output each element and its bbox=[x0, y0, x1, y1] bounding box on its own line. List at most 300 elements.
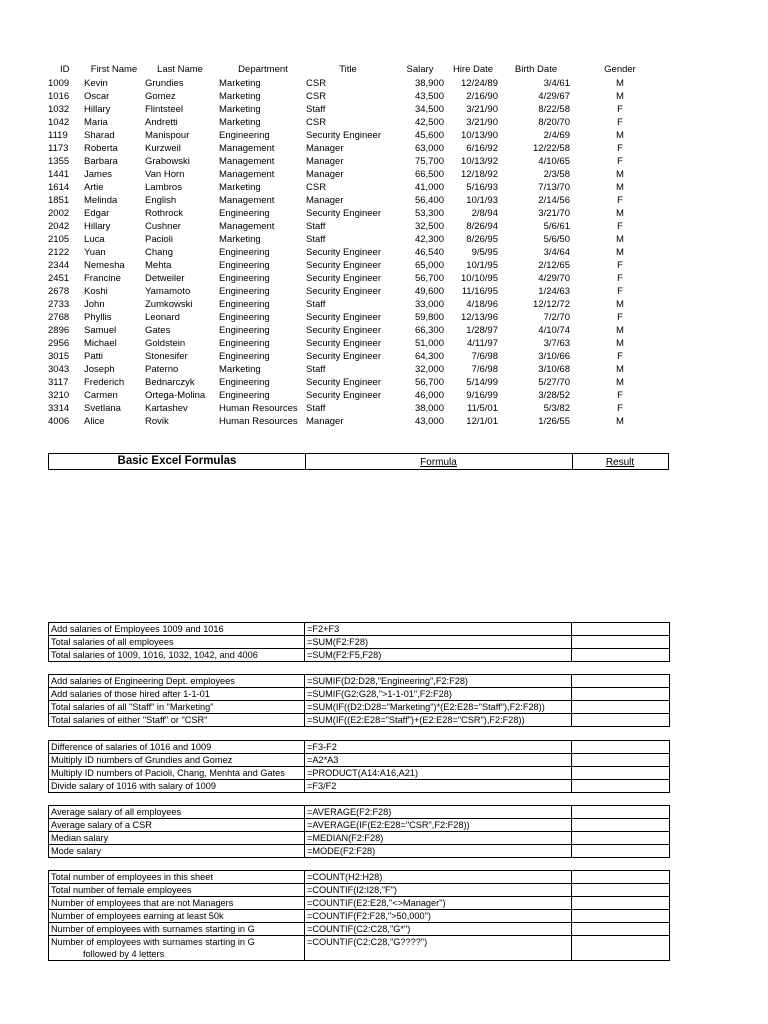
formula-cell[interactable]: =AVERAGE(IF(E2:E28="CSR",F2:F28)) bbox=[305, 819, 572, 832]
description-text: Total salaries of all employees bbox=[51, 637, 174, 647]
employee-row bbox=[0, 402, 768, 415]
result-cell[interactable] bbox=[572, 623, 670, 636]
cell-first-name: Alice bbox=[84, 416, 105, 427]
cell-birth-date: 3/28/52 bbox=[538, 390, 570, 401]
result-cell[interactable] bbox=[572, 910, 670, 923]
cell-department: Marketing bbox=[219, 117, 261, 128]
cell-hire-date: 3/21/90 bbox=[466, 104, 498, 115]
employee-row bbox=[0, 285, 768, 298]
cell-first-name: Maria bbox=[84, 117, 108, 128]
description-text: Average salary of a CSR bbox=[51, 820, 152, 830]
description-text: Divide salary of 1016 with salary of 1009 bbox=[51, 781, 216, 791]
cell-first-name: Kevin bbox=[84, 78, 108, 89]
cell-department: Management bbox=[219, 143, 275, 154]
formula-description bbox=[49, 806, 305, 819]
cell-title: CSR bbox=[306, 91, 327, 102]
cell-last-name: Zumkowski bbox=[145, 299, 193, 310]
cell-id: 2002 bbox=[48, 208, 70, 219]
cell-id: 3314 bbox=[48, 403, 70, 414]
cell-salary: 56,400 bbox=[414, 195, 444, 206]
cell-id: 1032 bbox=[48, 104, 70, 115]
result-cell[interactable] bbox=[572, 754, 670, 767]
cell-title: Security Engineer bbox=[306, 260, 381, 271]
cell-title: Manager bbox=[306, 416, 344, 427]
cell-gender: M bbox=[616, 169, 624, 180]
formula-description bbox=[49, 936, 305, 961]
formula-group bbox=[48, 740, 670, 793]
cell-title: Security Engineer bbox=[306, 130, 381, 141]
employee-row bbox=[0, 350, 768, 363]
formula-row bbox=[49, 780, 670, 793]
cell-hire-date: 6/16/92 bbox=[466, 143, 498, 154]
header-id: ID bbox=[60, 64, 70, 75]
employee-row bbox=[0, 90, 768, 103]
result-cell[interactable] bbox=[572, 832, 670, 845]
cell-salary: 56,700 bbox=[414, 273, 444, 284]
cell-gender: F bbox=[617, 117, 623, 128]
cell-birth-date: 3/21/70 bbox=[538, 208, 570, 219]
description-text: Number of employees earning at least 50k bbox=[51, 911, 224, 921]
cell-title: Staff bbox=[306, 299, 326, 310]
cell-gender: M bbox=[616, 338, 624, 349]
formula-row bbox=[49, 767, 670, 780]
cell-hire-date: 1/28/97 bbox=[466, 325, 498, 336]
formula-description bbox=[49, 897, 305, 910]
cell-hire-date: 7/6/98 bbox=[471, 351, 498, 362]
description-text: Total salaries of either "Staff" or "CSR" bbox=[51, 715, 208, 725]
description-text: Median salary bbox=[51, 833, 109, 843]
result-cell[interactable] bbox=[572, 701, 670, 714]
result-cell[interactable] bbox=[572, 780, 670, 793]
cell-department: Engineering bbox=[219, 260, 270, 271]
cell-first-name: James bbox=[84, 169, 112, 180]
formula-cell[interactable]: =COUNTIF(F2:F28,">50,000") bbox=[305, 910, 572, 923]
header-gender: Gender bbox=[604, 64, 636, 75]
formula-row bbox=[49, 754, 670, 767]
cell-gender: F bbox=[617, 273, 623, 284]
employee-row bbox=[0, 363, 768, 376]
cell-last-name: Grabowski bbox=[145, 156, 190, 167]
cell-salary: 32,500 bbox=[414, 221, 444, 232]
formula-description bbox=[49, 636, 305, 649]
cell-id: 4006 bbox=[48, 416, 70, 427]
formula-cell[interactable]: =COUNTIF(C2:C28,"G*") bbox=[305, 923, 572, 936]
employee-row bbox=[0, 129, 768, 142]
cell-hire-date: 10/13/90 bbox=[461, 130, 498, 141]
result-cell[interactable] bbox=[572, 741, 670, 754]
result-cell[interactable] bbox=[572, 923, 670, 936]
cell-department: Management bbox=[219, 169, 275, 180]
cell-id: 1441 bbox=[48, 169, 70, 180]
cell-last-name: Kartashev bbox=[145, 403, 188, 414]
employee-row bbox=[0, 324, 768, 337]
formula-cell[interactable]: =SUM(F2:F28) bbox=[305, 636, 572, 649]
description-text: Multiply ID numbers of Grundies and Gomez bbox=[51, 755, 233, 765]
cell-last-name: Yamamoto bbox=[145, 286, 191, 297]
result-cell[interactable] bbox=[572, 871, 670, 884]
cell-hire-date: 8/26/95 bbox=[466, 234, 498, 245]
cell-title: Staff bbox=[306, 403, 326, 414]
cell-gender: F bbox=[617, 312, 623, 323]
employee-row bbox=[0, 389, 768, 402]
cell-title: Security Engineer bbox=[306, 390, 381, 401]
cell-department: Engineering bbox=[219, 377, 270, 388]
cell-birth-date: 7/13/70 bbox=[538, 182, 570, 193]
cell-birth-date: 8/20/70 bbox=[538, 117, 570, 128]
cell-hire-date: 12/13/96 bbox=[461, 312, 498, 323]
cell-id: 1355 bbox=[48, 156, 70, 167]
cell-gender: M bbox=[616, 182, 624, 193]
cell-last-name: Rovik bbox=[145, 416, 169, 427]
cell-first-name: Roberta bbox=[84, 143, 118, 154]
cell-id: 1851 bbox=[48, 195, 70, 206]
cell-department: Engineering bbox=[219, 312, 270, 323]
cell-birth-date: 5/3/82 bbox=[543, 403, 570, 414]
cell-last-name: Mehta bbox=[145, 260, 172, 271]
cell-first-name: Hillary bbox=[84, 104, 111, 115]
formula-row bbox=[49, 884, 670, 897]
cell-gender: M bbox=[616, 208, 624, 219]
cell-hire-date: 10/1/93 bbox=[466, 195, 498, 206]
cell-department: Engineering bbox=[219, 130, 270, 141]
cell-title: Manager bbox=[306, 195, 344, 206]
cell-title: Security Engineer bbox=[306, 312, 381, 323]
cell-birth-date: 2/12/65 bbox=[538, 260, 570, 271]
employee-row bbox=[0, 181, 768, 194]
cell-hire-date: 12/1/01 bbox=[466, 416, 498, 427]
cell-gender: M bbox=[616, 325, 624, 336]
cell-id: 1009 bbox=[48, 78, 70, 89]
formula-description bbox=[49, 780, 305, 793]
formula-cell[interactable]: =COUNTIF(I2:I28,"F") bbox=[305, 884, 572, 897]
cell-id: 2451 bbox=[48, 273, 70, 284]
formula-cell[interactable]: =F2+F3 bbox=[305, 623, 572, 636]
cell-birth-date: 3/7/63 bbox=[543, 338, 570, 349]
cell-hire-date: 2/8/94 bbox=[471, 208, 498, 219]
cell-title: Security Engineer bbox=[306, 351, 381, 362]
cell-salary: 42,300 bbox=[414, 234, 444, 245]
formula-cell[interactable]: =AVERAGE(F2:F28) bbox=[305, 806, 572, 819]
cell-hire-date: 12/24/89 bbox=[461, 78, 498, 89]
cell-last-name: Van Horn bbox=[145, 169, 185, 180]
cell-first-name: Barbara bbox=[84, 156, 118, 167]
cell-title: Security Engineer bbox=[306, 208, 381, 219]
cell-department: Marketing bbox=[219, 234, 261, 245]
cell-department: Marketing bbox=[219, 364, 261, 375]
cell-gender: M bbox=[616, 377, 624, 388]
cell-salary: 65,000 bbox=[414, 260, 444, 271]
cell-first-name: Francine bbox=[84, 273, 121, 284]
cell-first-name: John bbox=[84, 299, 105, 310]
cell-salary: 66,300 bbox=[414, 325, 444, 336]
cell-last-name: Stonesifer bbox=[145, 351, 188, 362]
cell-gender: F bbox=[617, 286, 623, 297]
formula-row bbox=[49, 701, 670, 714]
cell-last-name: Paterno bbox=[145, 364, 179, 375]
formula-group bbox=[48, 870, 670, 961]
formula-cell[interactable]: =F3/F2 bbox=[305, 780, 572, 793]
cell-department: Human Resources bbox=[219, 416, 298, 427]
cell-birth-date: 3/10/66 bbox=[538, 351, 570, 362]
employee-row bbox=[0, 311, 768, 324]
employee-row bbox=[0, 142, 768, 155]
employee-header-row bbox=[0, 63, 768, 77]
result-cell[interactable] bbox=[572, 688, 670, 701]
cell-salary: 43,500 bbox=[414, 91, 444, 102]
cell-department: Marketing bbox=[219, 104, 261, 115]
description-text: Add salaries of those hired after 1-1-01 bbox=[51, 689, 210, 699]
cell-department: Engineering bbox=[219, 208, 270, 219]
cell-id: 1173 bbox=[48, 143, 69, 154]
formula-row bbox=[49, 897, 670, 910]
cell-first-name: Patti bbox=[84, 351, 104, 362]
cell-title: Staff bbox=[306, 221, 326, 232]
employee-row bbox=[0, 259, 768, 272]
cell-birth-date: 5/6/61 bbox=[543, 221, 570, 232]
cell-gender: M bbox=[616, 416, 624, 427]
cell-department: Engineering bbox=[219, 338, 270, 349]
cell-first-name: Edgar bbox=[84, 208, 110, 219]
cell-title: CSR bbox=[306, 117, 327, 128]
description-text: Total salaries of 1009, 1016, 1032, 1042, and 4006 bbox=[51, 650, 258, 660]
cell-salary: 56,700 bbox=[414, 377, 444, 388]
cell-salary: 53,300 bbox=[414, 208, 444, 219]
cell-salary: 41,000 bbox=[414, 182, 444, 193]
cell-last-name: Detweiler bbox=[145, 273, 185, 284]
cell-birth-date: 3/10/68 bbox=[538, 364, 570, 375]
result-column-header: Result bbox=[605, 457, 635, 468]
cell-last-name: Andretti bbox=[145, 117, 178, 128]
cell-birth-date: 3/4/64 bbox=[543, 247, 570, 258]
cell-department: Engineering bbox=[219, 286, 270, 297]
cell-hire-date: 4/11/97 bbox=[467, 338, 498, 349]
formula-description bbox=[49, 754, 305, 767]
result-cell[interactable] bbox=[572, 714, 670, 727]
header-hire-date: Hire Date bbox=[452, 64, 494, 75]
cell-gender: M bbox=[616, 247, 624, 258]
cell-title: Security Engineer bbox=[306, 338, 381, 349]
cell-title: CSR bbox=[306, 78, 327, 89]
cell-last-name: Grundies bbox=[145, 78, 184, 89]
result-cell[interactable] bbox=[572, 936, 670, 961]
cell-last-name: Rothrock bbox=[145, 208, 184, 219]
cell-title: CSR bbox=[306, 182, 327, 193]
employee-row bbox=[0, 103, 768, 116]
formula-row bbox=[49, 649, 670, 662]
cell-department: Engineering bbox=[219, 390, 270, 401]
cell-salary: 34,500 bbox=[414, 104, 444, 115]
formula-row bbox=[49, 936, 670, 961]
description-text: Difference of salaries of 1016 and 1009 bbox=[51, 742, 212, 752]
description-text: Number of employees with surnames starting in G bbox=[51, 924, 255, 934]
cell-id: 2344 bbox=[48, 260, 70, 271]
formula-description bbox=[49, 871, 305, 884]
result-cell[interactable] bbox=[572, 636, 670, 649]
formula-description bbox=[49, 910, 305, 923]
cell-hire-date: 11/16/95 bbox=[461, 286, 498, 297]
cell-department: Engineering bbox=[219, 299, 270, 310]
description-text: Total number of employees in this sheet bbox=[51, 872, 213, 882]
employee-row bbox=[0, 194, 768, 207]
cell-last-name: Lambros bbox=[145, 182, 182, 193]
cell-salary: 63,000 bbox=[414, 143, 444, 154]
cell-birth-date: 4/29/67 bbox=[538, 91, 570, 102]
cell-id: 2105 bbox=[48, 234, 70, 245]
cell-id: 2122 bbox=[48, 247, 70, 258]
cell-department: Human Resources bbox=[219, 403, 298, 414]
cell-title: Manager bbox=[306, 156, 344, 167]
formula-group bbox=[48, 674, 670, 727]
description-text: Add salaries of Employees 1009 and 1016 bbox=[51, 624, 224, 634]
result-cell[interactable] bbox=[572, 675, 670, 688]
description-continuation: followed by 4 letters bbox=[83, 949, 165, 959]
formula-cell[interactable]: =COUNTIF(C2:C28,"G????") bbox=[305, 936, 572, 961]
formula-cell[interactable]: =SUM(F2:F5,F28) bbox=[305, 649, 572, 662]
cell-birth-date: 2/3/58 bbox=[543, 169, 570, 180]
cell-hire-date: 9/5/95 bbox=[471, 247, 498, 258]
cell-birth-date: 2/4/69 bbox=[543, 130, 570, 141]
cell-last-name: Ortega-Molina bbox=[145, 390, 206, 401]
cell-title: Security Engineer bbox=[306, 325, 381, 336]
formula-row bbox=[49, 845, 670, 858]
cell-last-name: English bbox=[145, 195, 177, 206]
cell-salary: 42,500 bbox=[414, 117, 444, 128]
cell-hire-date: 11/5/01 bbox=[467, 403, 498, 414]
cell-first-name: Hillary bbox=[84, 221, 111, 232]
cell-last-name: Bednarczyk bbox=[145, 377, 195, 388]
cell-hire-date: 10/10/95 bbox=[461, 273, 498, 284]
description-text: Multiply ID numbers of Pacioli, Chang, Menhta and Gates bbox=[51, 768, 285, 778]
formula-description bbox=[49, 675, 305, 688]
cell-id: 3117 bbox=[48, 377, 69, 388]
formula-description bbox=[49, 845, 305, 858]
cell-hire-date: 5/14/99 bbox=[466, 377, 498, 388]
header-salary: Salary bbox=[406, 64, 434, 75]
cell-title: Staff bbox=[306, 364, 326, 375]
cell-gender: F bbox=[617, 221, 623, 232]
formula-description bbox=[49, 767, 305, 780]
formula-cell[interactable]: =SUMIF(D2:D28,"Engineering",F2:F28) bbox=[305, 675, 572, 688]
formula-cell[interactable]: =SUM(IF((E2:E28="Staff")+(E2:E28="CSR"),F2:F28)) bbox=[305, 714, 572, 727]
cell-department: Engineering bbox=[219, 351, 270, 362]
cell-id: 3043 bbox=[48, 364, 70, 375]
formula-cell[interactable]: =MODE(F2:F28) bbox=[305, 845, 572, 858]
result-cell[interactable] bbox=[572, 806, 670, 819]
cell-birth-date: 3/4/61 bbox=[543, 78, 570, 89]
cell-birth-date: 12/22/58 bbox=[533, 143, 570, 154]
cell-hire-date: 4/18/96 bbox=[466, 299, 498, 310]
formula-cell[interactable]: =SUM(IF((D2:D28="Marketing")*(E2:E28="Staff"),F2:F28)) bbox=[305, 701, 572, 714]
header-department: Department bbox=[238, 64, 288, 75]
cell-first-name: Samuel bbox=[84, 325, 117, 336]
cell-gender: F bbox=[617, 143, 623, 154]
cell-title: Security Engineer bbox=[306, 247, 381, 258]
cell-gender: M bbox=[616, 234, 624, 245]
cell-hire-date: 5/16/93 bbox=[466, 182, 498, 193]
formula-cell[interactable]: =COUNTIF(E2:E28,"<>Manager") bbox=[305, 897, 572, 910]
result-cell[interactable] bbox=[572, 767, 670, 780]
header-birth-date: Birth Date bbox=[514, 64, 558, 75]
result-cell[interactable] bbox=[572, 897, 670, 910]
cell-gender: F bbox=[617, 156, 623, 167]
cell-id: 1016 bbox=[48, 91, 70, 102]
formula-cell[interactable]: =SUMIF(G2:G28,">1-1-01",F2:F28) bbox=[305, 688, 572, 701]
cell-hire-date: 9/16/99 bbox=[466, 390, 498, 401]
employee-row bbox=[0, 77, 768, 90]
formula-row bbox=[49, 871, 670, 884]
cell-salary: 46,000 bbox=[414, 390, 444, 401]
cell-gender: M bbox=[616, 299, 624, 310]
description-text: Number of employees with surnames starting in G bbox=[51, 937, 255, 947]
cell-last-name: Manispour bbox=[145, 130, 190, 141]
description-text: Total number of female employees bbox=[51, 885, 192, 895]
formula-description bbox=[49, 884, 305, 897]
cell-first-name: Koshi bbox=[84, 286, 108, 297]
result-cell[interactable] bbox=[572, 884, 670, 897]
result-cell[interactable] bbox=[572, 649, 670, 662]
employee-row bbox=[0, 337, 768, 350]
cell-birth-date: 1/26/55 bbox=[538, 416, 570, 427]
formula-description bbox=[49, 819, 305, 832]
cell-salary: 33,000 bbox=[414, 299, 444, 310]
cell-last-name: Gomez bbox=[145, 91, 176, 102]
cell-first-name: Michael bbox=[84, 338, 117, 349]
formula-row bbox=[49, 741, 670, 754]
header-first-name: First Name bbox=[90, 64, 138, 75]
cell-id: 3015 bbox=[48, 351, 70, 362]
employee-row bbox=[0, 207, 768, 220]
cell-title: Staff bbox=[306, 234, 326, 245]
employee-row bbox=[0, 220, 768, 233]
formula-row bbox=[49, 636, 670, 649]
cell-first-name: Melinda bbox=[84, 195, 118, 206]
cell-department: Marketing bbox=[219, 182, 261, 193]
cell-first-name: Joseph bbox=[84, 364, 115, 375]
formula-description bbox=[49, 701, 305, 714]
cell-last-name: Leonard bbox=[145, 312, 180, 323]
cell-first-name: Oscar bbox=[84, 91, 110, 102]
formula-cell[interactable]: =A2*A3 bbox=[305, 754, 572, 767]
cell-id: 2042 bbox=[48, 221, 70, 232]
cell-first-name: Nemesha bbox=[84, 260, 125, 271]
cell-gender: F bbox=[617, 195, 623, 206]
cell-first-name: Carmen bbox=[84, 390, 118, 401]
formula-cell[interactable]: =PRODUCT(A14:A16,A21) bbox=[305, 767, 572, 780]
formula-row bbox=[49, 675, 670, 688]
formula-row bbox=[49, 688, 670, 701]
result-cell[interactable] bbox=[572, 819, 670, 832]
employee-row bbox=[0, 246, 768, 259]
formulas-title: Basic Excel Formulas bbox=[49, 454, 306, 469]
cell-gender: F bbox=[617, 104, 623, 115]
cell-hire-date: 3/21/90 bbox=[466, 117, 498, 128]
cell-salary: 43,000 bbox=[414, 416, 444, 427]
formula-row bbox=[49, 923, 670, 936]
formula-row bbox=[49, 623, 670, 636]
formula-cell[interactable]: =F3-F2 bbox=[305, 741, 572, 754]
cell-id: 2678 bbox=[48, 286, 70, 297]
formula-cell[interactable]: =MEDIAN(F2:F28) bbox=[305, 832, 572, 845]
cell-department: Engineering bbox=[219, 325, 270, 336]
result-cell[interactable] bbox=[572, 845, 670, 858]
formula-cell[interactable]: =COUNT(H2:H28) bbox=[305, 871, 572, 884]
employee-table bbox=[0, 63, 768, 428]
cell-last-name: Goldstein bbox=[145, 338, 186, 349]
formula-row bbox=[49, 832, 670, 845]
formula-row bbox=[49, 910, 670, 923]
cell-department: Engineering bbox=[219, 273, 270, 284]
cell-salary: 59,800 bbox=[414, 312, 444, 323]
